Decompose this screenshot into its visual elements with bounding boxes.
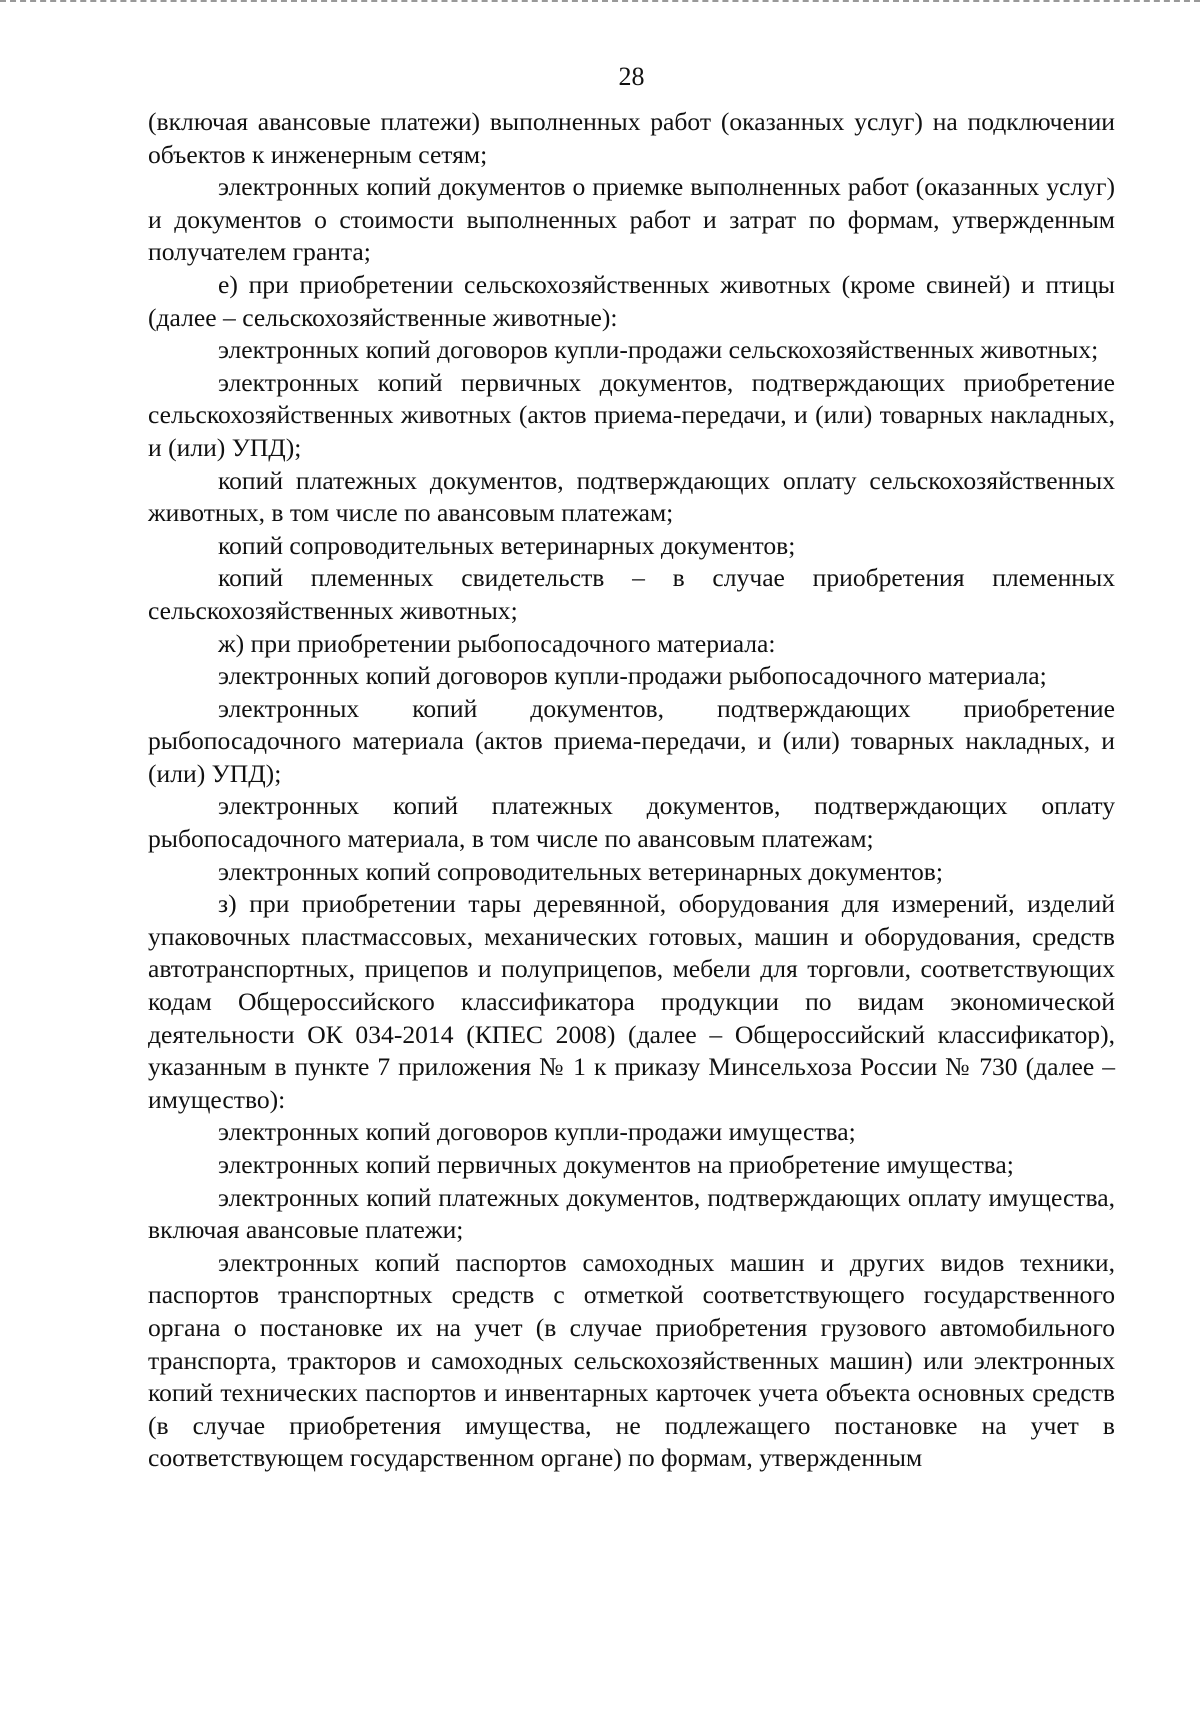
paragraph: копий сопроводительных ветеринарных документов;	[218, 530, 796, 560]
paragraph: копий племенных свидетельств – в случае приобретения племенных сельскохозяйственных животных;	[148, 563, 1115, 625]
paragraph: электронных копий паспортов самоходных машин и других видов техники, паспортов транспортных средств с отметкой соответствующего государственного органа о постановке их на учет (в случае приобретения грузового автомобильного транспорта, тракторов и самоходных сельскохозяйственных машин) или электронных копий технических паспортов и инвентарных карточек учета объекта основных средств (в случае приобретения имущества, не подлежащего постановке на учет в соответствующем государственном органе) по формам, утвержденным	[148, 1247, 1115, 1473]
paragraph: электронных копий документов о приемке выполненных работ (оказанных услуг) и документов о стоимости выполненных работ и затрат по формам, утвержденным получателем гранта;	[148, 172, 1115, 267]
paragraph: ж) при приобретении рыбопосадочного материала:	[218, 628, 776, 658]
page-number: 28	[618, 62, 645, 91]
paragraph: электронных копий договоров купли-продажи рыбопосадочного материала;	[218, 661, 1047, 691]
paragraph: копий платежных документов, подтверждающих оплату сельскохозяйственных животных, в том числе по авансовым платежам;	[148, 465, 1115, 528]
paragraph: электронных копий договоров купли-продажи сельскохозяйственных животных;	[218, 335, 1099, 365]
paragraph: е) при приобретении сельскохозяйственных животных (кроме свиней) и птицы (далее – сельскохозяйственные животные):	[148, 269, 1115, 332]
paragraph: электронных копий платежных документов, подтверждающих оплату имущества, включая авансовые платежи;	[148, 1182, 1115, 1245]
paragraph: электронных копий договоров купли-продажи имущества;	[218, 1117, 856, 1147]
paragraph: электронных копий платежных документов, подтверждающих оплату рыбопосадочного материала, в том числе по авансовым платежам;	[148, 791, 1115, 854]
paragraph: электронных копий сопроводительных ветеринарных документов;	[218, 856, 943, 886]
paragraph: (включая авансовые платежи) выполненных работ (оказанных услуг) на подключении объектов к инженерным сетям;	[148, 107, 1115, 169]
paragraph: з) при приобретении тары деревянной, оборудования для измерений, изделий упаковочных пластмассовых, механических готовых, машин и оборудования, средств автотранспортных, прицепов и полуприцепов, мебели для торговли, соответствующих кодам Общероссийского классификатора продукции по видам экономической деятельности ОК 034-2014 (КПЕС 2008) (далее – Общероссийский классификатор), указанным в пункте 7 приложения № 1 к приказу Минсельхоза России № 730 (далее – имущество):	[148, 889, 1115, 1114]
body-text	[148, 106, 1115, 1475]
scan-top-edge	[0, 0, 1200, 5]
paragraph: электронных копий первичных документов на приобретение имущества;	[218, 1150, 1014, 1179]
paragraph: электронных копий первичных документов, подтверждающих приобретение сельскохозяйственных животных (актов приема-передачи, и (или) товарных накладных, и (или) УПД);	[148, 367, 1115, 462]
paragraph: электронных копий документов, подтверждающих приобретение рыбопосадочного материала (актов приема-передачи, и (или) товарных накладных, и (или) УПД);	[148, 693, 1115, 788]
